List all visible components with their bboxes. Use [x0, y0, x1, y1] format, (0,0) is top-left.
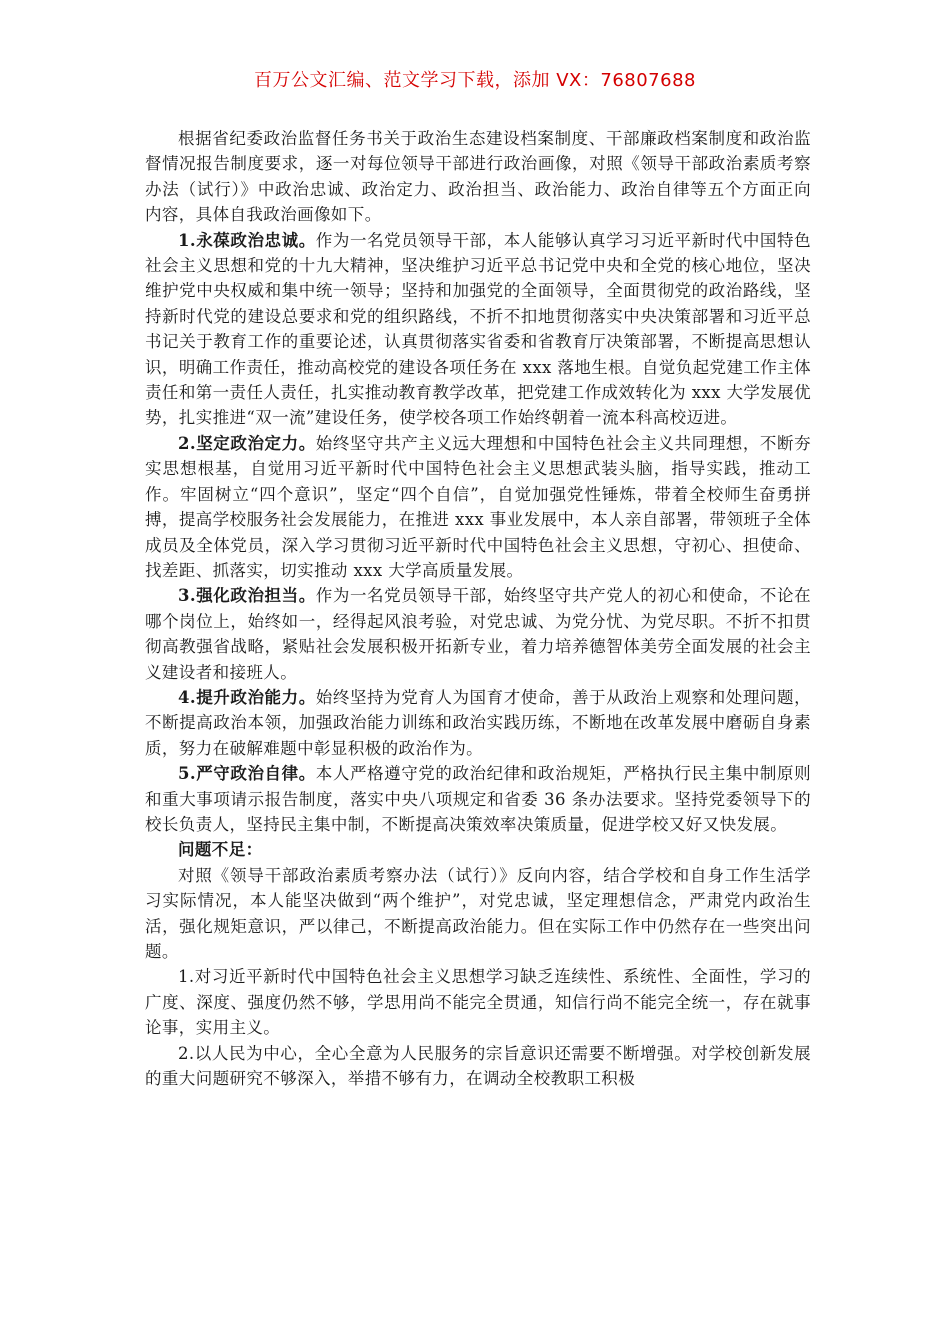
item-text-1: 作为一名党员领导干部，本人能够认真学习习近平新时代中国特色社会主义思想和党的十九大精神，坚决维护习近平总书记党中央和全党的核心地位，坚决维护党中央权威和集中统一领导；坚持和加强党的全面领导，全面贯彻党的政治路线，坚持新时代党的建设总要求和党的组织路线，不折不扣地贯彻落实中央决策部署和习近平总书记关于教育工作的重要论述，认真贯彻落实省委和省教育厅决策部署，不断提高思想认识，明确工作责任，推动高校党的建设各项任务在 xxx 落地生根。自觉负起党建工作主体责任和第一责任人责任，扎实推动教育教学改革，把党建工作成效转化为 xxx 大学发展优势，扎实推进“双一流”建设任务，使学校各项工作始终朝着一流本科高校迈进。	[145, 230, 812, 428]
item-paragraph-2	[145, 431, 811, 583]
item-heading-5: 5.严守政治自律。	[178, 764, 316, 784]
problem-paragraph-1: 1.对习近平新时代中国特色社会主义思想学习缺乏连续性、系统性、全面性，学习的广度、深度、强度仍然不够，学思用尚不能完全贯通，知信行尚不能完全统一，存在就事论事，实用主义。	[145, 967, 811, 1038]
item-text-3: 作为一名党员领导干部，始终坚守共产党人的初心和使命，不论在哪个岗位上，始终如一，经得起风浪考验，对党忠诚、为党分忧、为党尽职。不折不扣贯彻高教强省战略，紧贴社会发展积极开拓新专业，着力培养德智体美劳全面发展的社会主义建设者和接班人。	[145, 586, 812, 682]
problems-title: 问题不足：	[178, 840, 263, 860]
item-paragraph-4	[145, 685, 811, 761]
item-paragraph-1	[145, 228, 811, 431]
item-text-4: 始终坚持为党育人为国育才使命，善于从政治上观察和处理问题，不断提高政治本领，加强政治能力训练和政治实践历练，不断地在改革发展中磨砺自身素质，努力在破解难题中彰显积极的政治作为。	[145, 687, 812, 758]
problem-paragraph-2: 2.以人民为中心，全心全意为人民服务的宗旨意识还需要不断增强。对学校创新发展的重大问题研究不够深入，举措不够有力，在调动全校教职工积极	[145, 1043, 811, 1089]
item-heading-1: 1.永葆政治忠诚。	[178, 230, 316, 250]
item-heading-2: 2.坚定政治定力。	[178, 433, 316, 453]
item-heading-3: 3.强化政治担当。	[178, 586, 316, 606]
document-body	[145, 126, 811, 1091]
item-paragraph-5	[145, 761, 811, 837]
item-text-5: 本人严格遵守党的政治纪律和政治规矩，严格执行民主集中制原则和重大事项请示报告制度，落实中央八项规定和省委 36 条办法要求。坚持党委领导下的校长负责人，坚持民主集中制，不断提高决策效率决策质量，促进学校又好又快发展。	[145, 764, 812, 834]
problems-intro-paragraph: 对照《领导干部政治素质考察办法（试行）》反向内容，结合学校和自身工作生活学习实际情况，本人能坚决做到“两个维护”，对党忠诚，坚定理想信念，严肃党内政治生活，强化规矩意识，严以律己，不断提高政治能力。但在实际工作中仍然存在一些突出问题。	[145, 865, 811, 961]
intro-paragraph: 根据省纪委政治监督任务书关于政治生态建设档案制度、干部廉政档案制度和政治监督情况报告制度要求，逐一对每位领导干部进行政治画像，对照《领导干部政治素质考察办法（试行）》中政治忠诚、政治定力、政治担当、政治能力、政治自律等五个方面正向内容，具体自我政治画像如下。	[145, 129, 811, 225]
item-text-2: 始终坚守共产主义远大理想和中国特色社会主义共同理想，不断夯实思想根基，自觉用习近平新时代中国特色社会主义思想武装头脑，指导实践，推动工作。牢固树立“四个意识”，坚定“四个自信”，自觉加强党性锤炼，带着全校师生奋勇拼搏，提高学校服务社会发展能力，在推进 xxx 事业发展中，本人亲自部署，带领班子全体成员及全体党员，深入学习贯彻习近平新时代中国特色社会主义思想，守初心、担使命、找差距、抓落实，切实推动 xxx 大学高质量发展。	[145, 433, 812, 580]
item-heading-4: 4.提升政治能力。	[178, 687, 316, 707]
item-paragraph-3	[145, 583, 811, 685]
watermark-banner: 百万公文汇编、范文学习下载，添加 VX：76807688	[254, 70, 696, 91]
